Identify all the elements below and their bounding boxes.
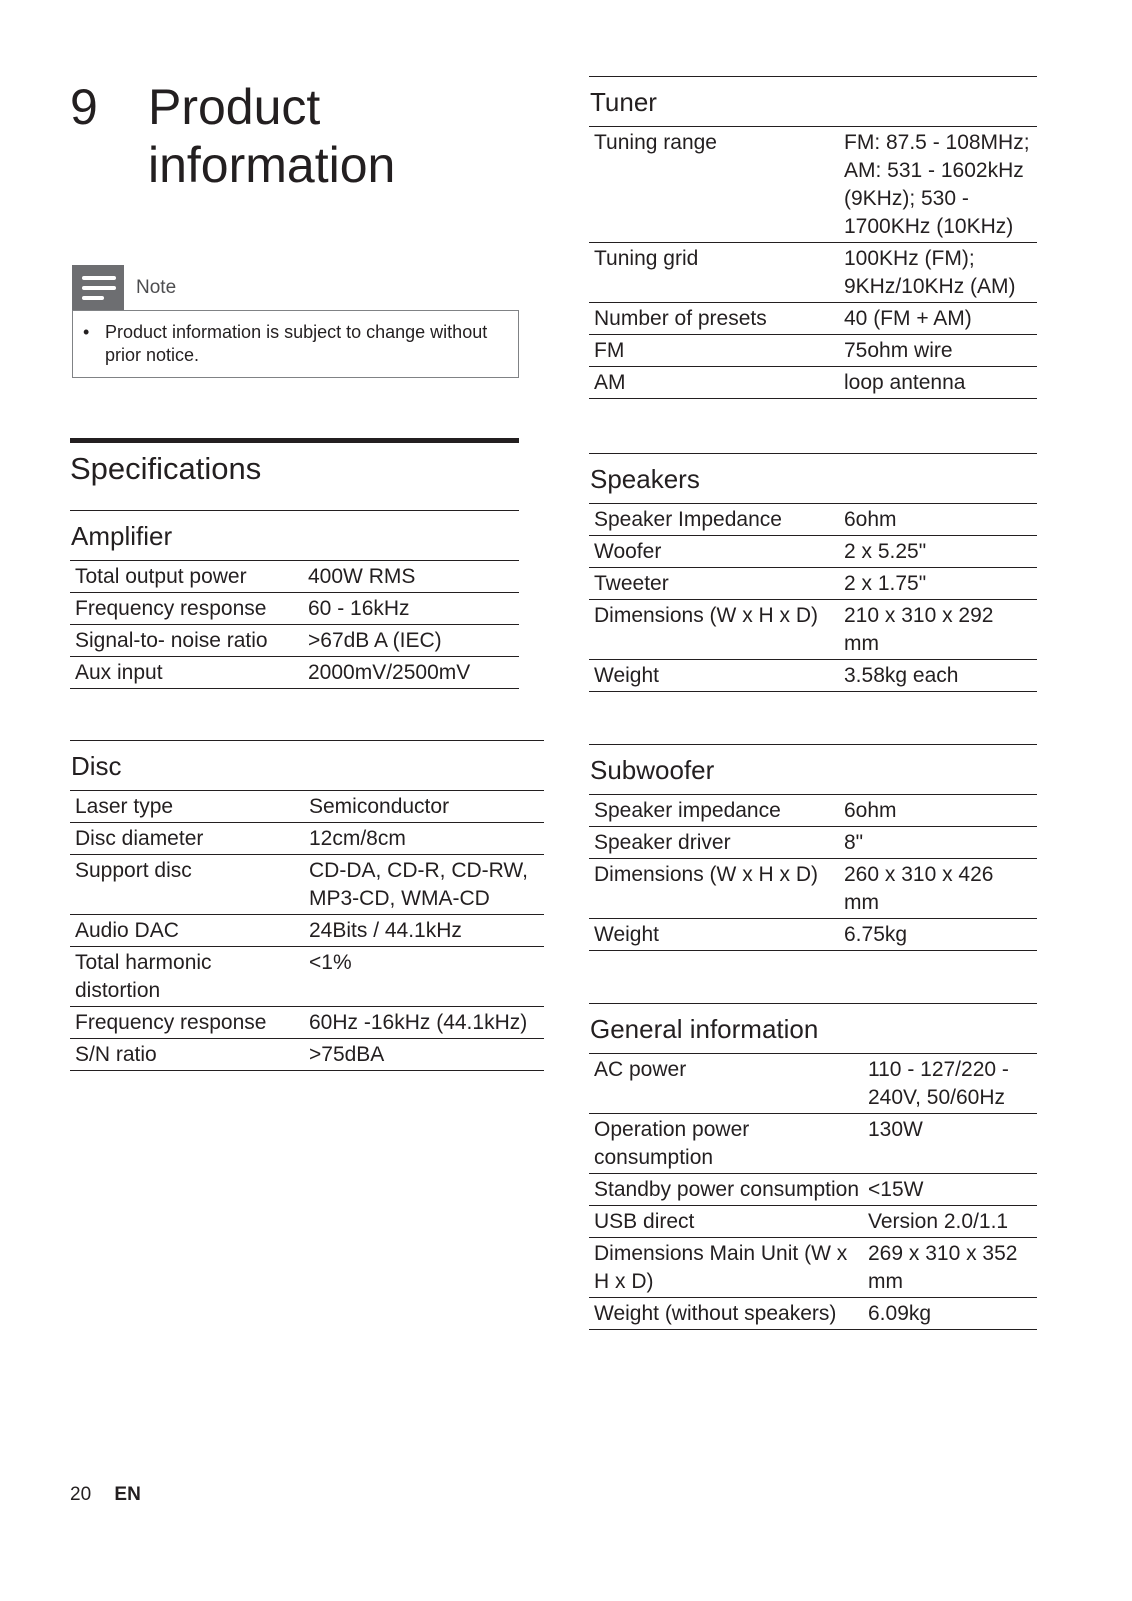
table-row: [589, 795, 1037, 827]
subwoofer-section: [589, 744, 1037, 951]
spec-value: 60Hz -16kHz (44.1kHz): [304, 1007, 544, 1039]
note-label: Note: [136, 276, 177, 298]
table-row: [589, 568, 1037, 600]
table-row: [589, 827, 1037, 859]
tuner-section: [589, 76, 1037, 399]
chapter-number: 9: [70, 79, 98, 135]
spec-label: Laser type: [70, 791, 304, 823]
table-row: [70, 823, 544, 855]
table-row: [589, 859, 1037, 919]
spec-label: Audio DAC: [70, 915, 304, 947]
spec-label: Speaker impedance: [589, 795, 839, 827]
chapter-title: Product information: [148, 79, 396, 193]
spec-label: Weight: [589, 919, 839, 951]
spec-value: 8": [839, 827, 1037, 859]
spec-value: 75ohm wire: [839, 335, 1037, 367]
spec-value: 6.09kg: [863, 1298, 1037, 1330]
amplifier-heading: Amplifier: [70, 510, 519, 561]
spec-label: Total harmonic distortion: [70, 947, 304, 1007]
disc-table: [70, 791, 544, 1071]
note-header: [72, 265, 519, 310]
table-row: [589, 335, 1037, 367]
table-row: [70, 593, 519, 625]
general-information-section: [589, 1003, 1037, 1330]
spec-value: 110 - 127/220 - 240V, 50/60Hz: [863, 1054, 1037, 1114]
page-footer: [70, 1484, 141, 1506]
table-row: [70, 1007, 544, 1039]
table-row: [589, 303, 1037, 335]
spec-label: Weight: [589, 660, 839, 692]
spec-label: S/N ratio: [70, 1039, 304, 1071]
spec-label: AM: [589, 367, 839, 399]
table-row: [589, 1206, 1037, 1238]
table-row: [589, 536, 1037, 568]
spec-label: Total output power: [70, 561, 303, 593]
spec-value: loop antenna: [839, 367, 1037, 399]
table-row: [589, 600, 1037, 660]
speakers-table: [589, 504, 1037, 692]
table-row: [70, 657, 519, 689]
spec-value: 60 - 16kHz: [303, 593, 519, 625]
tuner-heading: Tuner: [589, 76, 1037, 127]
spec-label: Dimensions Main Unit (W x H x D): [589, 1238, 863, 1298]
bullet-icon: •: [83, 322, 90, 342]
spec-label: Disc diameter: [70, 823, 304, 855]
spec-value: 6.75kg: [839, 919, 1037, 951]
table-row: [70, 947, 544, 1007]
spec-value: 3.58kg each: [839, 660, 1037, 692]
chapter-heading: [70, 78, 395, 194]
spec-value: 2 x 5.25": [839, 536, 1037, 568]
note-icon: [72, 265, 124, 310]
table-row: [589, 1114, 1037, 1174]
speakers-heading: Speakers: [589, 453, 1037, 504]
specifications-title: Specifications: [70, 438, 519, 487]
spec-label: Speaker driver: [589, 827, 839, 859]
note-text: Product information is subject to change without prior notice.: [105, 322, 488, 365]
general-heading: General information: [589, 1003, 1037, 1054]
spec-value: 2 x 1.75": [839, 568, 1037, 600]
spec-value: FM: 87.5 - 108MHz; AM: 531 - 1602kHz (9KHz); 530 - 1700KHz (10KHz): [839, 127, 1037, 243]
spec-value: 24Bits / 44.1kHz: [304, 915, 544, 947]
spec-value: >67dB A (IEC): [303, 625, 519, 657]
spec-label: Support disc: [70, 855, 304, 915]
speakers-section: [589, 453, 1037, 692]
spec-value: 12cm/8cm: [304, 823, 544, 855]
language-code: EN: [114, 1484, 141, 1505]
tuner-table: [589, 127, 1037, 399]
disc-heading: Disc: [70, 740, 544, 791]
table-row: [589, 1238, 1037, 1298]
table-row: [589, 243, 1037, 303]
amplifier-section: [70, 510, 519, 689]
table-row: [589, 127, 1037, 243]
table-row: [589, 367, 1037, 399]
spec-value: 130W: [863, 1114, 1037, 1174]
spec-value: 100KHz (FM); 9KHz/10KHz (AM): [839, 243, 1037, 303]
spec-label: Number of presets: [589, 303, 839, 335]
table-row: [70, 1039, 544, 1071]
spec-label: Aux input: [70, 657, 303, 689]
table-row: [70, 561, 519, 593]
disc-section: [70, 740, 544, 1071]
general-table: [589, 1054, 1037, 1330]
spec-label: Speaker Impedance: [589, 504, 839, 536]
spec-label: Operation power consumption: [589, 1114, 863, 1174]
amplifier-table: [70, 561, 519, 689]
table-row: [70, 915, 544, 947]
spec-value: >75dBA: [304, 1039, 544, 1071]
table-row: [589, 504, 1037, 536]
table-row: [589, 660, 1037, 692]
spec-label: USB direct: [589, 1206, 863, 1238]
spec-label: Standby power consumption: [589, 1174, 863, 1206]
subwoofer-heading: Subwoofer: [589, 744, 1037, 795]
spec-label: FM: [589, 335, 839, 367]
spec-label: Tuning grid: [589, 243, 839, 303]
note-box: [72, 265, 519, 378]
spec-label: Frequency response: [70, 593, 303, 625]
table-row: [70, 855, 544, 915]
table-row: [70, 791, 544, 823]
spec-label: Woofer: [589, 536, 839, 568]
spec-value: 6ohm: [839, 795, 1037, 827]
spec-label: Dimensions (W x H x D): [589, 859, 839, 919]
spec-label: Weight (without speakers): [589, 1298, 863, 1330]
spec-value: 210 x 310 x 292 mm: [839, 600, 1037, 660]
note-content: [72, 310, 519, 378]
spec-value: CD-DA, CD-R, CD-RW, MP3-CD, WMA-CD: [304, 855, 544, 915]
spec-label: Tweeter: [589, 568, 839, 600]
table-row: [589, 919, 1037, 951]
spec-value: 2000mV/2500mV: [303, 657, 519, 689]
subwoofer-table: [589, 795, 1037, 951]
spec-label: Frequency response: [70, 1007, 304, 1039]
spec-value: 400W RMS: [303, 561, 519, 593]
spec-value: Semiconductor: [304, 791, 544, 823]
spec-label: Signal-to- noise ratio: [70, 625, 303, 657]
spec-value: <1%: [304, 947, 544, 1007]
spec-value: 6ohm: [839, 504, 1037, 536]
table-row: [589, 1174, 1037, 1206]
table-row: [70, 625, 519, 657]
spec-value: 40 (FM + AM): [839, 303, 1037, 335]
table-row: [589, 1054, 1037, 1114]
spec-label: Dimensions (W x H x D): [589, 600, 839, 660]
spec-value: Version 2.0/1.1: [863, 1206, 1037, 1238]
spec-label: Tuning range: [589, 127, 839, 243]
spec-value: <15W: [863, 1174, 1037, 1206]
spec-label: AC power: [589, 1054, 863, 1114]
spec-value: 260 x 310 x 426 mm: [839, 859, 1037, 919]
page-number: 20: [70, 1484, 92, 1505]
table-row: [589, 1298, 1037, 1330]
spec-value: 269 x 310 x 352 mm: [863, 1238, 1037, 1298]
